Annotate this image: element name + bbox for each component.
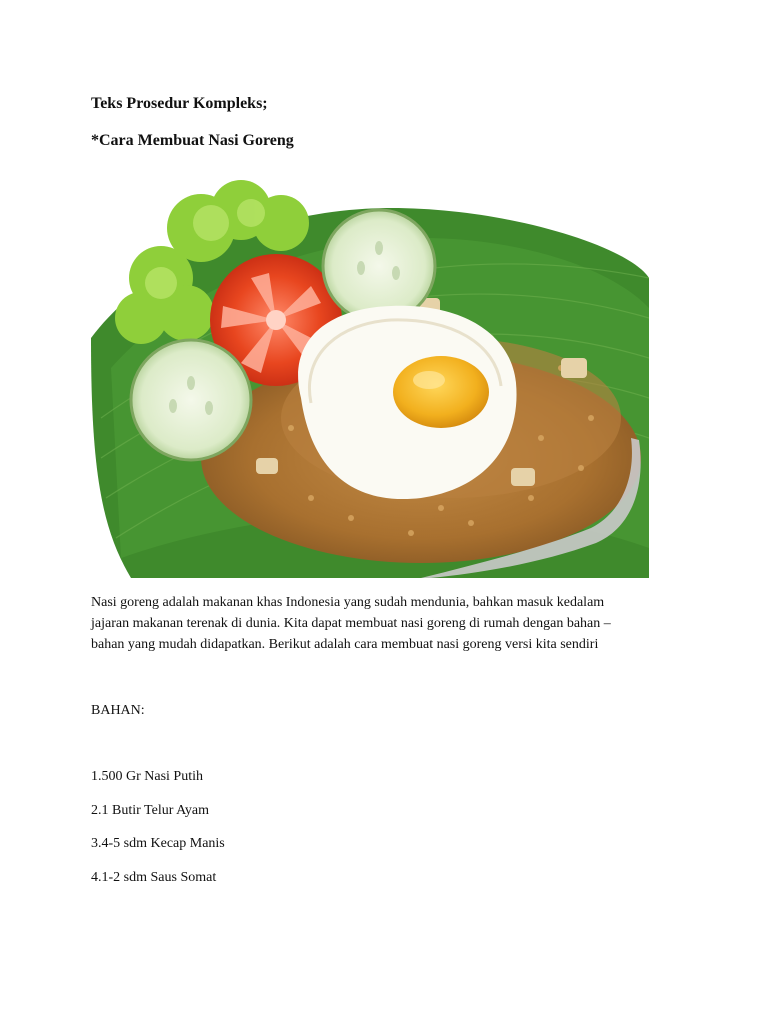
ingredient-item: 2.1 Butir Telur Ayam: [91, 802, 210, 818]
intro-line-1: Nasi goreng adalah makanan khas Indonesia yang sudah mendunia, bahkan masuk kedalam: [91, 595, 605, 610]
intro-line-3: bahan yang mudah didapatkan. Berikut adalah cara membuat nasi goreng versi kita sendiri: [91, 637, 599, 652]
document-title: Teks Prosedur Kompleks;: [91, 95, 268, 112]
ingredient-item: 3.4-5 sdm Kecap Manis: [91, 836, 225, 851]
intro-paragraph: [91, 592, 671, 655]
intro-line-2: jajaran makanan terenak di dunia. Kita dapat membuat nasi goreng di rumah dengan bahan –: [91, 616, 611, 631]
document-subtitle: *Cara Membuat Nasi Goreng: [91, 132, 294, 149]
ingredients-list: [91, 768, 225, 902]
nasi-goreng-photo: [91, 168, 649, 578]
ingredient-item: 4.1-2 sdm Saus Somat: [91, 869, 217, 885]
section-heading-bahan: BAHAN:: [91, 703, 145, 718]
ingredient-item: 1.500 Gr Nasi Putih: [91, 769, 203, 784]
